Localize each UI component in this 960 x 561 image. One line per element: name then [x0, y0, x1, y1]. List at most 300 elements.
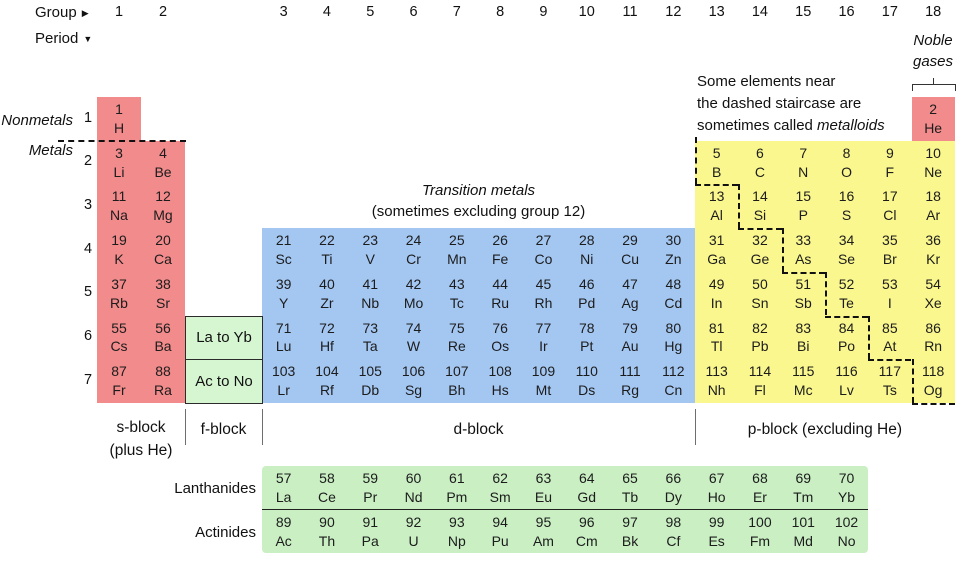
element-symbol: Ce: [317, 488, 336, 505]
element-cell-Rg: [608, 359, 651, 403]
element-number: 101: [791, 513, 815, 530]
element-number: 97: [622, 513, 638, 530]
element-symbol: Sb: [794, 294, 812, 311]
element-cell-Bh: [435, 359, 478, 403]
element-cell-Pr: [349, 466, 392, 510]
period-number-4: 4: [83, 240, 93, 257]
group-number-16: 16: [838, 4, 855, 20]
element-cell-Rf: [305, 359, 348, 403]
element-cell-Tb: [608, 466, 651, 510]
staircase-segment-11: [912, 359, 914, 403]
element-number: 112: [662, 363, 685, 380]
group-number-4: 4: [322, 4, 331, 20]
element-number: 11: [111, 188, 127, 205]
element-cell-La: [262, 466, 305, 510]
element-cell-In: [695, 272, 738, 316]
element-symbol: Fl: [754, 382, 766, 399]
staircase-segment-7: [825, 272, 827, 316]
element-cell-Pd: [565, 272, 608, 316]
element-symbol: Fm: [749, 532, 771, 549]
element-symbol: Ti: [321, 250, 333, 267]
element-symbol: Ag: [621, 294, 639, 311]
element-cell-Ni: [565, 228, 608, 272]
element-number: 48: [665, 275, 682, 292]
element-cell-Cm: [565, 510, 608, 554]
noble-gases-line2: gases: [912, 52, 954, 70]
element-cell-K: [97, 228, 141, 272]
element-cell-Mt: [522, 359, 565, 403]
element-cell-Lu: [262, 316, 305, 360]
element-number: 110: [575, 363, 598, 380]
element-number: 43: [449, 275, 465, 292]
element-symbol: Md: [793, 532, 813, 549]
element-number: 18: [925, 188, 941, 205]
element-cell-Pa: [349, 510, 392, 554]
element-cell-Sn: [738, 272, 781, 316]
element-cell-At: [868, 316, 911, 360]
group-number-7: 7: [452, 4, 461, 20]
element-number: 114: [748, 363, 772, 380]
group-number-5: 5: [366, 4, 375, 20]
element-number: 34: [838, 232, 855, 249]
staircase-segment-5: [782, 228, 784, 272]
element-symbol: Cs: [110, 338, 128, 355]
element-number: 100: [748, 513, 772, 530]
element-number: 30: [665, 232, 682, 249]
element-number: 9: [885, 144, 894, 161]
element-symbol: Ta: [362, 338, 378, 355]
group-number-1: 1: [114, 4, 124, 20]
f-block-box-label: Ac to No: [195, 373, 253, 391]
element-symbol: Og: [923, 382, 943, 399]
element-symbol: U: [408, 532, 419, 549]
element-number: 55: [111, 319, 127, 336]
element-symbol: Zn: [665, 250, 682, 267]
period-number-1: 1: [83, 109, 93, 126]
element-cell-Pt: [565, 316, 608, 360]
element-symbol: Si: [753, 207, 767, 224]
element-symbol: Lv: [839, 382, 854, 399]
element-number: 102: [834, 513, 859, 530]
element-symbol: Np: [447, 532, 466, 549]
element-number: 67: [708, 470, 725, 487]
element-symbol: Rh: [534, 294, 553, 311]
group-number-6: 6: [409, 4, 418, 20]
element-number: 28: [578, 232, 595, 249]
element-number: 17: [882, 188, 898, 205]
element-number: 74: [405, 319, 422, 336]
element-cell-Sr: [141, 272, 185, 316]
group-number-2: 2: [158, 4, 168, 20]
element-symbol: S: [841, 207, 852, 224]
element-cell-Hf: [305, 316, 348, 360]
element-symbol: Na: [110, 207, 128, 224]
element-symbol: Pr: [363, 488, 378, 505]
period-number-3: 3: [83, 196, 93, 213]
element-cell-Hs: [479, 359, 522, 403]
element-cell-Cd: [652, 272, 695, 316]
element-cell-Nd: [392, 466, 435, 510]
element-symbol: Bi: [797, 338, 810, 355]
element-symbol: Zr: [320, 294, 334, 311]
group-number-14: 14: [751, 4, 768, 20]
element-number: 37: [111, 275, 127, 292]
element-cell-Pm: [435, 466, 478, 510]
noble-gases-line1: Noble: [913, 32, 953, 49]
element-cell-Ce: [305, 466, 348, 510]
element-number: 83: [795, 319, 812, 336]
element-number: 82: [752, 319, 768, 336]
element-symbol: F: [885, 163, 895, 180]
group-number-17: 17: [881, 4, 898, 20]
f-block-box-ac-no: [185, 359, 263, 404]
element-cell-Ru: [479, 272, 522, 316]
element-symbol: Eu: [534, 488, 552, 505]
element-symbol: Al: [710, 207, 723, 224]
element-cell-Rh: [522, 272, 565, 316]
element-number: 70: [838, 470, 855, 487]
element-number: 78: [578, 319, 595, 336]
element-number: 88: [155, 363, 171, 380]
element-number: 12: [155, 188, 171, 205]
element-cell-Se: [825, 228, 868, 272]
element-number: 91: [362, 513, 379, 530]
element-symbol: As: [795, 250, 812, 267]
element-symbol: Yb: [837, 488, 856, 505]
transition-metals-label: Transition metals: [421, 182, 536, 199]
actinides-label: Actinides: [195, 524, 256, 541]
element-symbol: B: [711, 163, 722, 180]
element-symbol: Pt: [580, 338, 594, 355]
element-cell-Eu: [522, 466, 565, 510]
element-cell-Np: [435, 510, 478, 554]
element-cell-Fe: [479, 228, 522, 272]
element-symbol: Sc: [275, 250, 292, 267]
element-cell-Fr: [97, 359, 141, 403]
element-number: 98: [665, 513, 682, 530]
element-symbol: Pu: [491, 532, 509, 549]
element-cell-Ds: [565, 359, 608, 403]
element-symbol: N: [798, 163, 809, 180]
element-number: 96: [578, 513, 595, 530]
element-cell-Ar: [912, 184, 955, 228]
element-symbol: Ac: [275, 532, 292, 549]
element-symbol: Fe: [491, 250, 509, 267]
element-number: 115: [792, 363, 815, 380]
element-cell-Og: [912, 359, 955, 403]
element-cell-Yb: [825, 466, 868, 510]
element-cell-Rb: [97, 272, 141, 316]
element-cell-Cu: [608, 228, 651, 272]
element-number: 27: [535, 232, 552, 249]
element-symbol: Rg: [621, 382, 639, 399]
element-symbol: Cm: [575, 532, 598, 549]
element-number: 52: [838, 275, 855, 292]
element-cell-I: [868, 272, 911, 316]
element-symbol: W: [406, 338, 421, 355]
element-cell-Lv: [825, 359, 868, 403]
element-cell-Cr: [392, 228, 435, 272]
element-number: 56: [155, 319, 171, 336]
element-cell-Sb: [782, 272, 825, 316]
element-number: 99: [708, 513, 725, 530]
element-symbol: Ra: [154, 382, 172, 399]
transition-metals-note: (sometimes excluding group 12): [371, 203, 586, 220]
element-symbol: Tm: [793, 488, 814, 505]
element-number: 72: [319, 319, 335, 336]
element-number: 103: [271, 363, 296, 380]
element-cell-Pu: [479, 510, 522, 554]
element-symbol: Cl: [883, 207, 897, 224]
element-cell-Li: [97, 141, 141, 185]
element-number: 50: [752, 275, 768, 292]
element-cell-Ga: [695, 228, 738, 272]
element-cell-Mc: [782, 359, 825, 403]
d-block-label: d-block: [453, 421, 504, 438]
group-number-10: 10: [578, 4, 595, 20]
element-symbol: No: [837, 532, 856, 549]
element-symbol: Os: [491, 338, 510, 355]
element-cell-Fl: [738, 359, 781, 403]
element-number: 111: [619, 363, 641, 380]
element-number: 19: [111, 232, 127, 249]
element-number: 47: [622, 275, 638, 292]
element-symbol: V: [365, 250, 375, 267]
element-number: 4: [159, 144, 167, 161]
metalloid-note-line3-italic: metalloids: [817, 117, 885, 134]
lanthanides-label: Lanthanides: [174, 480, 256, 497]
element-symbol: H: [113, 119, 125, 136]
element-symbol: Nd: [404, 488, 423, 505]
element-symbol: Cr: [406, 250, 421, 267]
element-number: 13: [708, 188, 725, 205]
element-number: 108: [488, 363, 512, 380]
period-axis-label: [35, 30, 92, 47]
element-cell-Fm: [738, 510, 781, 554]
element-cell-Al: [695, 184, 738, 228]
element-symbol: Pm: [446, 488, 468, 505]
element-number: 118: [921, 363, 945, 380]
period-axis-text: Period: [35, 30, 79, 47]
element-cell-Ba: [141, 316, 185, 360]
staircase-segment-4: [738, 228, 781, 230]
element-cell-B: [695, 141, 738, 185]
element-cell-Na: [97, 184, 141, 228]
group-axis-label: [35, 4, 89, 21]
element-symbol: Fr: [112, 382, 126, 399]
element-number: 85: [882, 319, 898, 336]
element-number: 57: [275, 470, 292, 487]
element-number: 5: [712, 144, 721, 161]
element-number: 1: [115, 101, 123, 118]
element-number: 24: [405, 232, 422, 249]
element-symbol: Br: [882, 250, 897, 267]
element-number: 31: [708, 232, 725, 249]
element-symbol: Be: [154, 163, 172, 180]
element-number: 71: [275, 319, 292, 336]
element-cell-Po: [825, 316, 868, 360]
group-number-18: 18: [925, 4, 942, 20]
element-cell-Mg: [141, 184, 185, 228]
element-number: 113: [705, 363, 728, 380]
element-cell-Rn: [912, 316, 955, 360]
element-number: 26: [492, 232, 508, 249]
element-cell-Sc: [262, 228, 305, 272]
element-symbol: Xe: [924, 294, 942, 311]
element-cell-Re: [435, 316, 478, 360]
element-cell-Ge: [738, 228, 781, 272]
element-symbol: Mg: [153, 207, 173, 224]
element-symbol: Am: [532, 532, 554, 549]
element-symbol: He: [924, 119, 943, 136]
staircase-segment-12: [912, 403, 955, 405]
element-symbol: Pd: [578, 294, 596, 311]
element-cell-Nh: [695, 359, 738, 403]
element-number: 59: [362, 470, 379, 487]
element-cell-Bi: [782, 316, 825, 360]
element-number: 73: [362, 319, 379, 336]
element-number: 75: [449, 319, 465, 336]
element-number: 69: [795, 470, 812, 487]
element-cell-Md: [782, 510, 825, 554]
element-symbol: Hf: [319, 338, 334, 355]
element-number: 60: [405, 470, 422, 487]
element-number: 53: [882, 275, 898, 292]
element-cell-Db: [349, 359, 392, 403]
staircase-segment-9: [868, 316, 870, 360]
element-cell-Ti: [305, 228, 348, 272]
element-symbol: Co: [534, 250, 553, 267]
element-number: 63: [535, 470, 552, 487]
element-cell-V: [349, 228, 392, 272]
element-symbol: Sm: [489, 488, 511, 505]
element-symbol: Rf: [319, 382, 334, 399]
element-number: 80: [665, 319, 682, 336]
element-symbol: Te: [839, 294, 854, 311]
element-number: 33: [795, 232, 812, 249]
element-symbol: Mc: [793, 382, 813, 399]
element-number: 44: [492, 275, 508, 292]
group-number-11: 11: [622, 4, 638, 20]
p-block-label: p-block (excluding He): [747, 421, 902, 438]
element-symbol: Pa: [361, 532, 379, 549]
element-cell-U: [392, 510, 435, 554]
element-symbol: Rb: [110, 294, 128, 311]
element-symbol: Mo: [403, 294, 424, 311]
element-number: 77: [535, 319, 552, 336]
staircase-segment-6: [782, 272, 825, 274]
element-cell-Hg: [652, 316, 695, 360]
element-number: 62: [492, 470, 508, 487]
element-number: 90: [319, 513, 335, 530]
element-number: 51: [795, 275, 812, 292]
element-number: 36: [925, 232, 941, 249]
element-number: 81: [708, 319, 725, 336]
element-cell-Au: [608, 316, 651, 360]
element-number: 76: [492, 319, 508, 336]
element-number: 10: [925, 144, 941, 161]
group-number-15: 15: [795, 4, 812, 20]
element-number: 58: [319, 470, 335, 487]
element-number: 61: [449, 470, 465, 487]
noble-gases-bracket: [912, 84, 956, 91]
element-cell-Ne: [912, 141, 955, 185]
element-number: 32: [752, 232, 768, 249]
element-symbol: Lu: [275, 338, 292, 355]
element-symbol: Db: [361, 382, 380, 399]
element-cell-Cf: [652, 510, 695, 554]
element-cell-H: [97, 97, 141, 141]
element-symbol: P: [798, 207, 808, 224]
element-cell-Pb: [738, 316, 781, 360]
element-cell-As: [782, 228, 825, 272]
element-symbol: Ba: [154, 338, 172, 355]
element-cell-Sg: [392, 359, 435, 403]
element-number: 3: [115, 144, 123, 161]
element-cell-P: [782, 184, 825, 228]
element-cell-Es: [695, 510, 738, 554]
element-symbol: Hs: [491, 382, 509, 399]
element-symbol: I: [887, 294, 892, 311]
element-cell-Os: [479, 316, 522, 360]
element-symbol: Ar: [926, 207, 941, 224]
f-block-box-la-yb: [185, 316, 263, 361]
element-symbol: Bh: [448, 382, 466, 399]
element-number: 25: [449, 232, 465, 249]
group-number-3: 3: [279, 4, 288, 20]
element-number: 20: [155, 232, 171, 249]
element-number: 117: [878, 363, 901, 380]
element-number: 39: [275, 275, 292, 292]
element-symbol: Sg: [404, 382, 423, 399]
element-cell-Y: [262, 272, 305, 316]
element-number: 87: [111, 363, 127, 380]
period-arrow-icon: ▼: [83, 34, 93, 44]
element-symbol: C: [754, 163, 765, 180]
element-number: 45: [535, 275, 552, 292]
element-cell-Ta: [349, 316, 392, 360]
element-number: 8: [842, 144, 851, 161]
period-number-5: 5: [83, 284, 93, 301]
element-cell-Ra: [141, 359, 185, 403]
element-symbol: Ds: [578, 382, 596, 399]
metals-label: Metals: [28, 142, 73, 159]
element-cell-Er: [738, 466, 781, 510]
element-cell-Nb: [349, 272, 392, 316]
metalloid-note-line3: [697, 115, 912, 137]
period-number-7: 7: [83, 371, 93, 388]
nonmetals-label: Nonmetals: [1, 112, 73, 129]
element-symbol: Sr: [156, 294, 170, 311]
element-symbol: Ho: [707, 488, 726, 505]
element-symbol: Re: [447, 338, 466, 355]
element-number: 22: [319, 232, 335, 249]
element-cell-Gd: [565, 466, 608, 510]
element-symbol: Th: [318, 532, 336, 549]
element-cell-O: [825, 141, 868, 185]
element-symbol: Dy: [664, 488, 682, 505]
element-number: 109: [531, 363, 556, 380]
staircase-segment-0: [58, 140, 186, 142]
element-number: 94: [492, 513, 508, 530]
element-symbol: La: [275, 488, 292, 505]
element-number: 105: [358, 363, 382, 380]
element-number: 15: [795, 188, 812, 205]
element-cell-C: [738, 141, 781, 185]
element-number: 21: [275, 232, 292, 249]
element-number: 92: [405, 513, 422, 530]
element-symbol: Ga: [707, 250, 726, 267]
